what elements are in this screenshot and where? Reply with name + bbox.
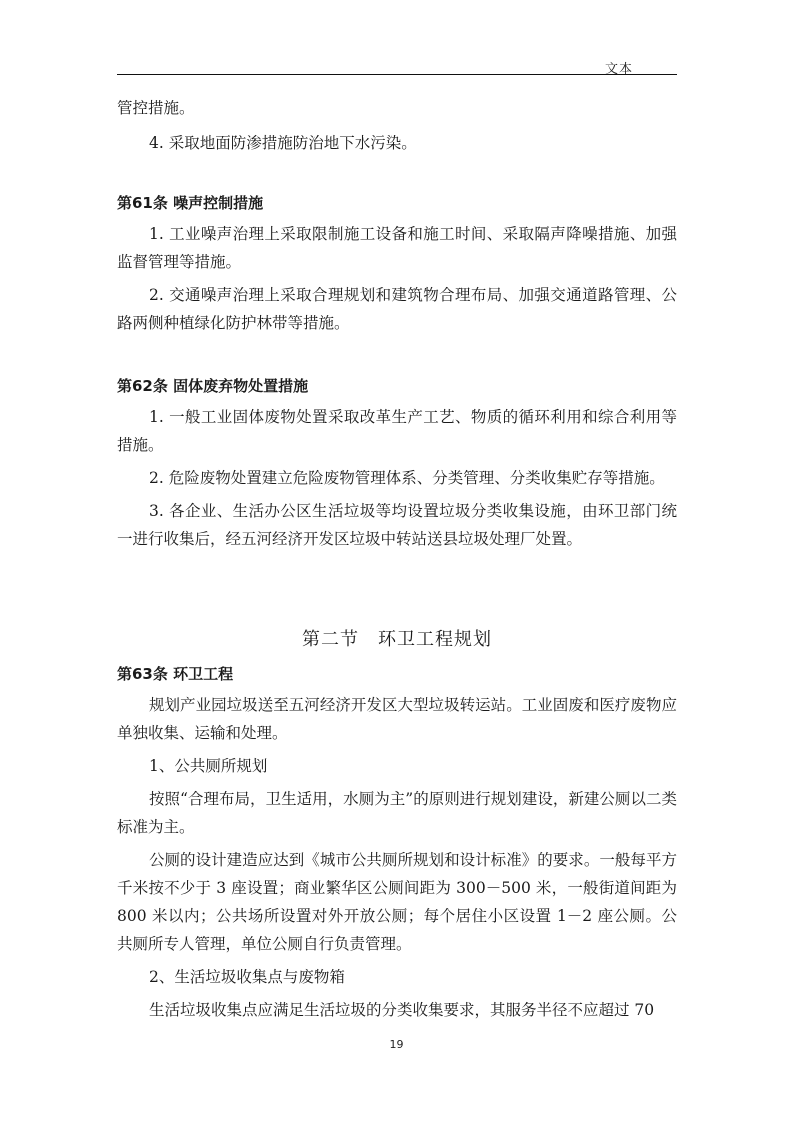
section-title: 第二节 环卫工程规划 <box>302 629 492 650</box>
article-62-item-2: 2. 危险废物处置建立危险废物管理体系、分类管理、分类收集贮存等措施。 <box>149 469 665 487</box>
article-62-heading: 第62条 固体废弃物处置措施 <box>117 377 309 395</box>
article-63-heading: 第63条 环卫工程 <box>117 665 234 683</box>
paragraph-carryover: 管控措施。 <box>117 99 195 117</box>
article-63-paragraph-4: 生活垃圾收集点应满足生活垃圾的分类收集要求，其服务半径不应超过 70 <box>149 1001 655 1019</box>
paragraph-item-4: 4. 采取地面防渗措施防治地下水污染。 <box>149 134 417 152</box>
article-63-paragraph-2: 按照“合理布局，卫生适用，水厕为主”的原则进行规划建设，新建公厕以二类标准为主。 <box>117 790 677 836</box>
page-number: 19 <box>389 1038 404 1051</box>
document-body <box>117 94 677 1024</box>
article-61-item-2: 2. 交通噪声治理上采取合理规划和建筑物合理布局、加强交通道路管理、公路两侧种植绿化防护林带等措施。 <box>117 286 677 332</box>
article-62-item-1: 1. 一般工业固体废物处置采取改革生产工艺、物质的循环利用和综合利用等措施。 <box>117 408 677 454</box>
article-63-paragraph-1: 规划产业园垃圾送至五河经济开发区大型垃圾转运站。工业固废和医疗废物应单独收集、运输和处理。 <box>117 696 677 742</box>
header-rule <box>117 74 677 75</box>
article-61-item-1: 1. 工业噪声治理上采取限制施工设备和施工时间、采取隔声降噪措施、加强监督管理等措施。 <box>117 225 677 271</box>
article-63-subheading-1: 1、公共厕所规划 <box>149 757 268 775</box>
article-61-heading: 第61条 噪声控制措施 <box>117 194 264 212</box>
header-label: 文本 <box>604 62 633 77</box>
article-62-item-3: 3. 各企业、生活办公区生活垃圾等均设置垃圾分类收集设施，由环卫部门统一进行收集后，经五河经济开发区垃圾中转站送县垃圾处理厂处置。 <box>117 502 677 548</box>
article-63-paragraph-3: 公厕的设计建造应达到《城市公共厕所规划和设计标准》的要求。一般每平方千米按不少于 3 座设置；商业繁华区公厕间距为 300－500 米，一般街道间距为 800 米以内；公共场所设置对外开放公厕；每个居住小区设置 1－2 座公厕。公共厕所专人管理，单位公厕自行负责管理。 <box>117 851 677 953</box>
article-63-subheading-2: 2、生活垃圾收集点与废物箱 <box>149 968 345 986</box>
